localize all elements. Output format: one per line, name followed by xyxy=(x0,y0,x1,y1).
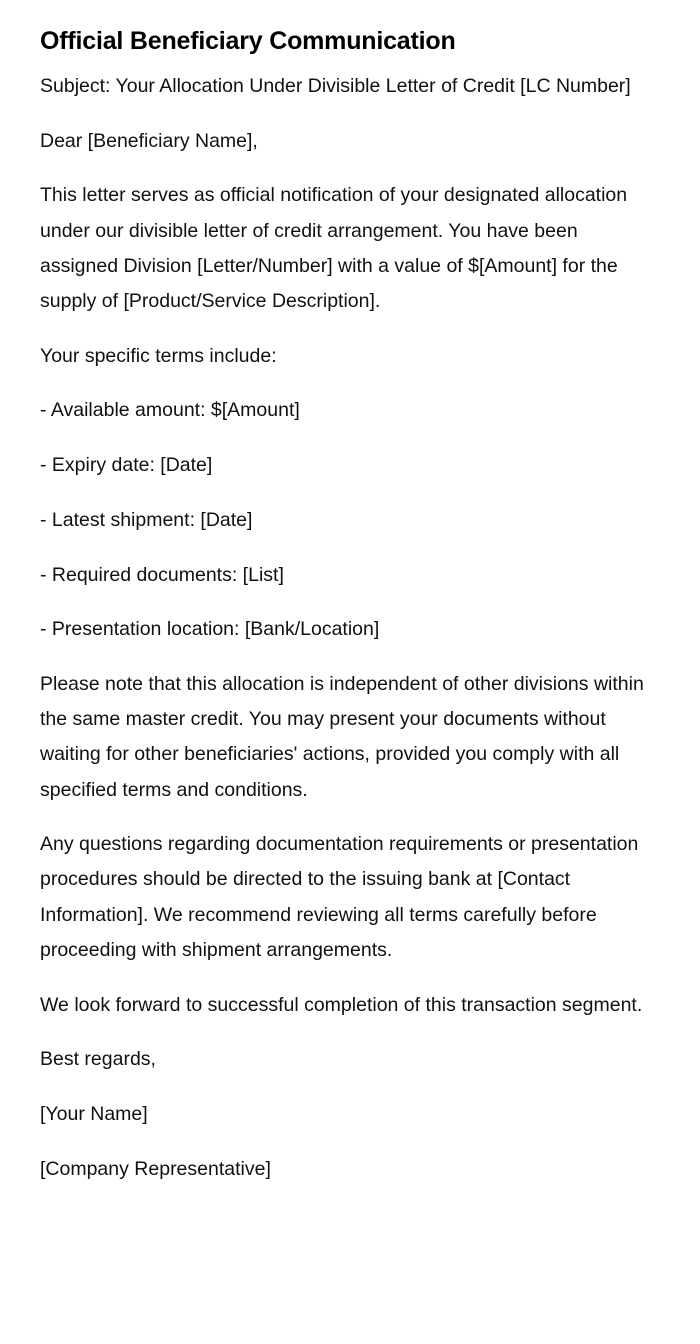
closing-paragraph: We look forward to successful completion of this transaction segment. xyxy=(40,993,643,1016)
independence-paragraph: Please note that this allocation is independent of other divisions within the same master credit. You may present your documents without waiting for other beneficiaries' actions, provided you comply with all specified terms and conditions. xyxy=(40,672,644,801)
sender-name: [Your Name] xyxy=(40,1102,148,1125)
term-item-expiry-date: - Expiry date: [Date] xyxy=(40,454,213,477)
subject-line: Subject: Your Allocation Under Divisible Letter of Credit [LC Number] xyxy=(40,75,631,97)
term-item-available-amount: - Available amount: $[Amount] xyxy=(40,399,300,422)
letter-title: Official Beneficiary Communication xyxy=(40,27,456,55)
term-item-presentation-location: - Presentation location: [Bank/Location] xyxy=(40,618,380,641)
intro-paragraph: This letter serves as official notification of your designated allocation under our divisible letter of credit arrangement. You have been assigned Division [Letter/Number] with a value of $[Amount] for the supply of [Product/Service Description]. xyxy=(40,184,628,313)
term-item-latest-shipment: - Latest shipment: [Date] xyxy=(40,508,253,531)
signoff: Best regards, xyxy=(40,1048,156,1071)
salutation: Dear [Beneficiary Name], xyxy=(40,129,258,152)
term-item-required-documents: - Required documents: [List] xyxy=(40,563,284,586)
sender-title: [Company Representative] xyxy=(40,1157,271,1180)
terms-heading: Your specific terms include: xyxy=(40,344,277,367)
questions-paragraph: Any questions regarding documentation requirements or presentation procedures should be directed to the issuing bank at [Contact Information]. We recommend reviewing all terms carefully before proceeding with shipment arrangements. xyxy=(40,833,639,961)
